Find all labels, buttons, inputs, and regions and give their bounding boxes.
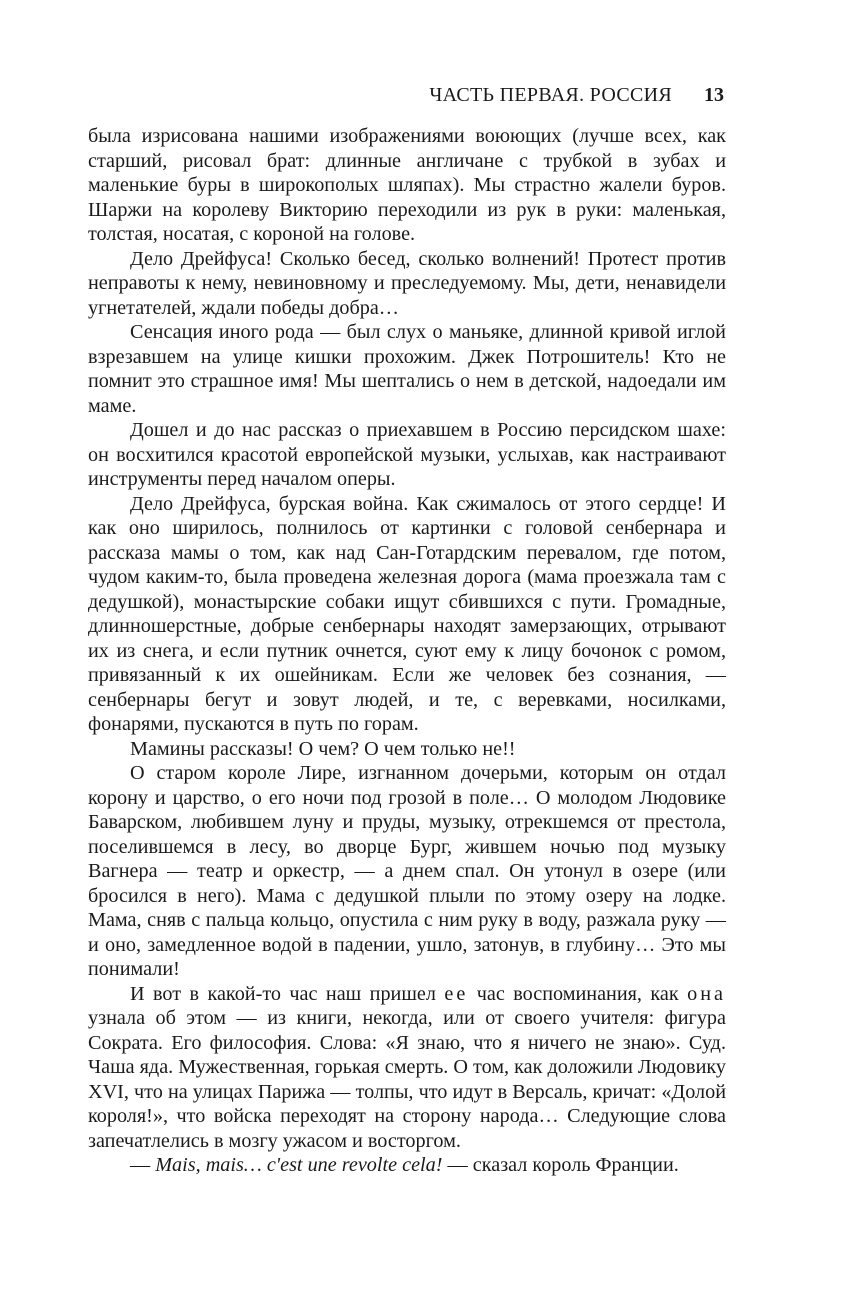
emphasis-she: она (687, 982, 726, 1005)
paragraph-5: Дело Дрейфуса, бурская война. Как сжималось от этого сердце! И как оно ширилось, полнилось от картинки с головой сенбернара и рассказа мамы о том, как над Сан-Готардским перевалом, где потом, чудом каким-то, была проведена железная дорога (мама проезжала там с дедушкой), монастырские собаки ищут сбившихся с пути. Громадные, длинношерстные, добрые сенбернары находят замерзающих, отрывают их из снега, и если путник очнется, суют ему к лицу бочонок с ромом, привязанный к их ошейникам. Если же человек без сознания, — сенбернары бегут и зовут людей, и те, с веревками, носилками, фонарями, пускаются в путь по горам. (88, 492, 726, 735)
paragraph-8-text-b: час воспоминания, как (468, 982, 688, 1005)
paragraph-1: была изрисована нашими изображениями воюющих (лучше всех, как старший, рисовал брат: длинные англичане с трубкой в зубах и маленькие буры в широкополых шляпах). Мы страстно жалели буров. Шаржи на королеву Викторию переходили из рук в руки: маленькая, толстая, носатая, с короной на голове. (88, 125, 726, 245)
paragraph-8-text-c: узнала об этом — из книги, некогда, или от своего учителя: фигура Сократа. Его философия. Слова: «Я знаю, что я ничего не знаю». Суд. Чаша яда. Мужественная, горькая смерть. О том, как доложили Людовику XVI, что на улицах Парижа — толпы, что идут в Версаль, кричат: «Долой короля!», что войска переходят на сторону народа… Следующие слова запечатлелись в мозгу ужасом и восторгом. (88, 1007, 726, 1152)
running-title: ЧАСТЬ ПЕРВАЯ. РОССИЯ (429, 84, 672, 106)
french-quote: Mais, mais… c'est une revolte cela! (155, 1154, 443, 1176)
emphasis-her: ее (444, 982, 469, 1005)
paragraph-8 (88, 982, 726, 1154)
page-number: 13 (704, 84, 724, 106)
dialogue-attribution: — сказал король Франции. (442, 1154, 679, 1176)
paragraph-2: Дело Дрейфуса! Сколько бесед, сколько волнений! Протест против неправоты к нему, невиновному и преследуемому. Мы, дети, ненавидели угнетателей, ждали победы добра… (88, 247, 726, 319)
paragraph-6: Мамины рассказы! О чем? О чем только не!! (130, 737, 516, 760)
body-text (88, 124, 726, 1178)
paragraph-4: Дошел и до нас рассказ о приехавшем в Россию персидском шахе: он восхитился красотой европейской музыки, услыхав, как настраивают инструменты перед началом оперы. (88, 419, 726, 490)
paragraph-7: О старом короле Лире, изгнанном дочерьми, которым он отдал корону и царство, о его ночи под грозой в поле… О молодом Людовике Баварском, любившем луну и пруды, музыку, отрекшемся от престола, поселившемся в лесу, во дворце Бург, жившем ночью под музыку Вагнера — театр и оркестр, — а днем спал. Он утонул в озере (или бросился в него). Мама с дедушкой плыли по этому озеру на лодке. Мама, сняв с пальца кольцо, опустила с ним руку в воду, разжала руку — и оно, замедленное водой в падении, ушло, затонув, в глубину… Это мы понимали! (88, 762, 726, 980)
paragraph-3: Сенсация иного рода — был слух о маньяке, длинной кривой иглой взрезавшем на улице кишки прохожим. Джек Потрошитель! Кто не помнит это страшное имя! Мы шептались о нем в детской, надоедали им маме. (88, 321, 726, 417)
running-header (88, 80, 724, 110)
paragraph-8-text-a: И вот в какой-то час наш пришел (130, 982, 445, 1005)
paragraph-9 (88, 1153, 726, 1178)
dialogue-dash: — (130, 1154, 156, 1176)
